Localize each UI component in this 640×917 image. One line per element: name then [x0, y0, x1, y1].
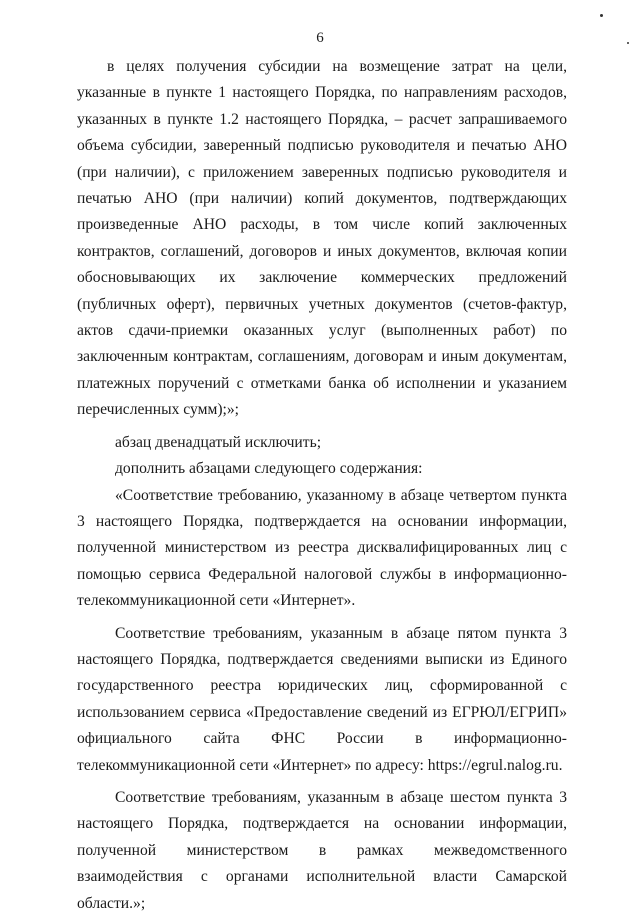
paragraph-egrul-extract: Соответствие требованиям, указанным в абзаце пятом пункта 3 настоящего Порядка, подтверждается сведениями выписки из Единого государственного реестра юридических лиц, сформированной с использованием сервиса «Предоставление сведений из ЕГРЮЛ/ЕГРИП» официального сайта ФНС России в информационно-телекоммуникационной сети «Интернет» по адресу: https://egrul.nalog.ru.	[77, 624, 567, 774]
paragraph-exclude-twelfth: абзац двенадцатый исключить;	[115, 433, 322, 451]
document-body	[77, 54, 567, 917]
paragraph-add-clauses: дополнить абзацами следующего содержания:	[115, 460, 423, 478]
paragraph-subsidy-requirements: в целях получения субсидии на возмещение затрат на цели, указанные в пункте 1 настоящего Порядка, по направлениям расходов, указанных в пункте 1.2 настоящего Порядка, – расчет запрашиваемого объема субсидии, заверенный подписью руководителя и печатью АНО (при наличии), с приложением заверенных подписью руководителя и печатью АНО (при наличии) копий документов, подтверждающих произведенные АНО расходы, в том числе копий заключенных контрактов, соглашений, договоров и иных документов, включая копии обосновывающих их заключение коммерческих предложений (публичных оферт), первичных учетных документов (счетов-фактур, актов сдачи-приемки оказанных услуг (выполненных работ) по заключенным контрактам, соглашениям, договорам и иным документам, платежных поручений с отметками банка об исполнении и указанием перечисленных сумм);»;	[77, 58, 567, 419]
paragraph-interagency-info: Соответствие требованиям, указанным в абзаце шестом пункта 3 настоящего Порядка, подтверждается на основании информации, полученной министерством в рамках межведомственного взаимодействия с органами исполнительной власти Самарской области.»;	[77, 788, 567, 912]
page-number: 6	[316, 30, 324, 46]
paragraph-disqualified-registry: «Соответствие требованию, указанному в абзаце четвертом пункта 3 настоящего Порядка, подтверждается на основании информации, полученной министерством из реестра дисквалифицированных лиц с помощью сервиса Федеральной налоговой службы в информационно-телекоммуникационной сети «Интернет».	[77, 486, 567, 610]
scan-speck	[600, 14, 603, 17]
scan-speck	[627, 42, 629, 44]
